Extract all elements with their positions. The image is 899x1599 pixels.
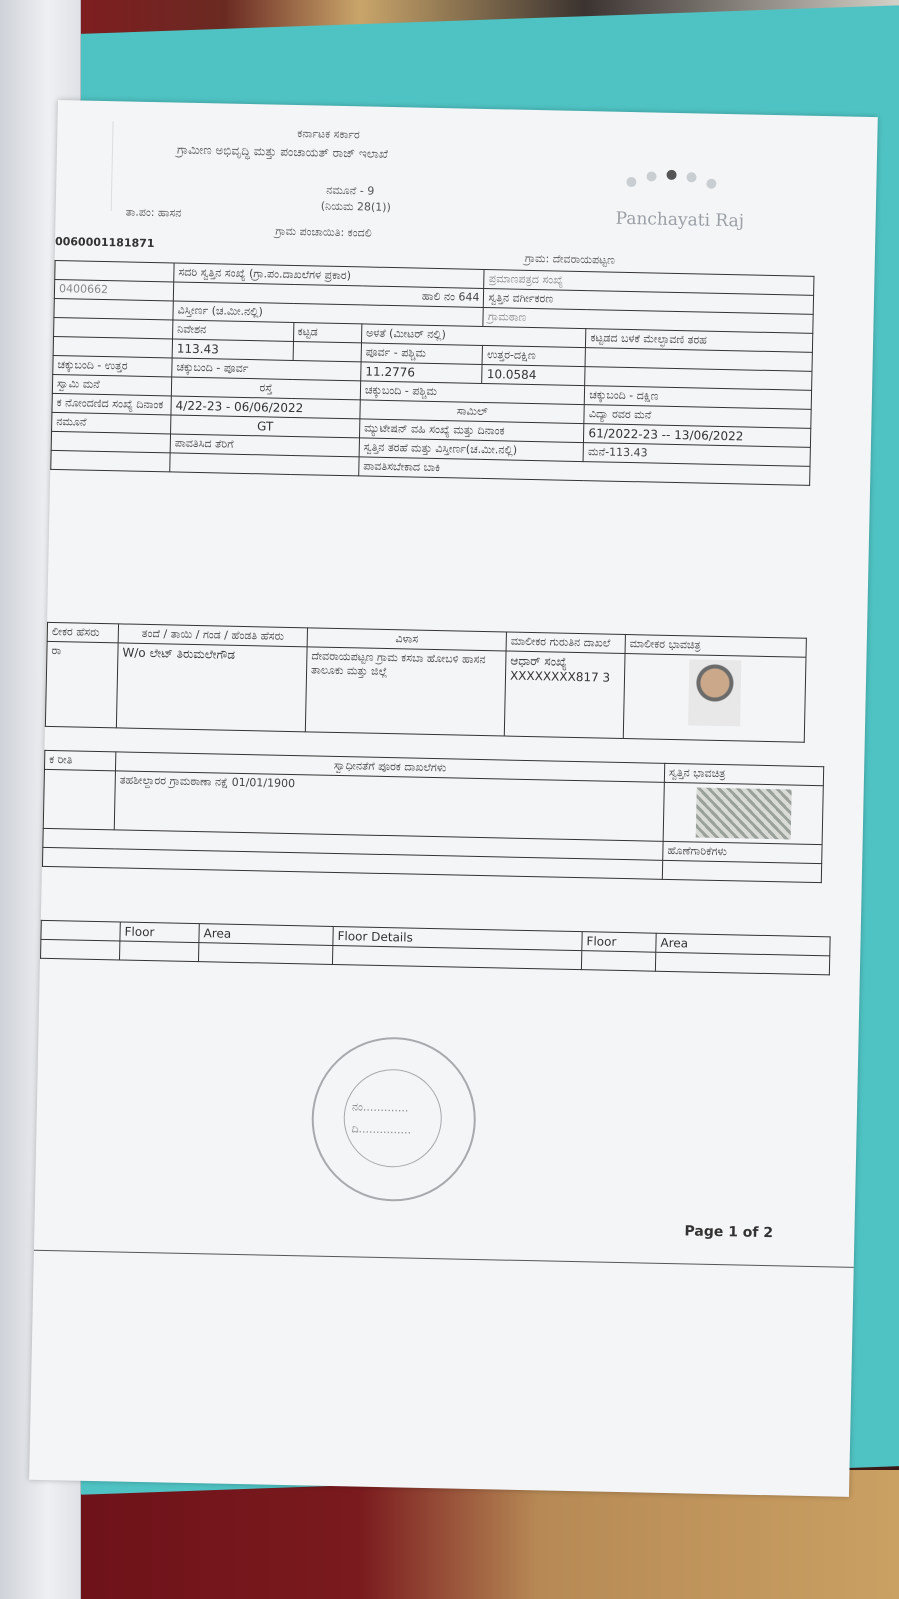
mutation-value: 61/2022-23 -- 13/06/2022 — [584, 424, 811, 448]
cell-blank — [53, 336, 172, 357]
type-label: ನಮೂನೆ — [52, 412, 171, 433]
owner-photo-label: ಮಾಲೀಕರ ಭಾವಚಿತ್ರ — [625, 635, 806, 658]
east-value: ರಸ್ತೆ — [171, 377, 360, 400]
north-value: ಸ್ವಾಮಿ ಮನೆ — [52, 374, 171, 395]
village-right-label: ಪ್ರಮಾಣಪತ್ರದ ಸಂಖ್ಯೆ — [484, 269, 814, 295]
floor-details-header: Floor Details — [333, 926, 582, 950]
owner-name-label: ಲೀಕರ ಹೆಸರು — [47, 622, 118, 642]
area-label: ವಿಸ್ತೀರ್ಣ (ಚ.ಮೀ.ನಲ್ಲಿ) — [173, 301, 484, 326]
cell-blank — [54, 317, 173, 338]
address-label: ವಿಳಾಸ — [307, 628, 506, 651]
village-label: ಗ್ರಾಮ: ದೇವರಾಯಪಟ್ಟಣ — [524, 251, 615, 267]
cell-blank — [120, 941, 199, 962]
cell-blank — [332, 945, 581, 969]
rights-label-mid: ಸ್ವಾಧೀನತೆಗೆ ಪೂರಕ ದಾಖಲೆಗಳು — [115, 752, 664, 782]
seal-number-line: ನಂ............. — [351, 1100, 409, 1115]
building-usage-label: ಕಟ್ಟಡದ ಬಳಕೆ ಮೇಲ್ಛಾವಣಿ ತರಹ — [586, 329, 813, 353]
panchayati-raj-logo — [615, 167, 757, 250]
approval-label: ಕ ನೋಂದಣಿದ ಸಂಖ್ಯೆ ದಿನಾಂಕ — [52, 393, 171, 414]
rights-value: ತಹಶೀಲ್ದಾರರ ಗ್ರಾಮಠಾಣಾ ನಕ್ಷೆ 01/01/1900 — [114, 771, 664, 841]
east-west-label: ಪೂರ್ವ - ಪಶ್ಚಿಮ — [361, 343, 483, 365]
area-type-label: ಸ್ವತ್ತಿನ ತರಹೆ ಮತ್ತು ವಿಸ್ತೀರ್ಣ(ಚ.ಮೀ.ನಲ್ಲಿ) — [359, 438, 584, 462]
cell-blank — [581, 951, 655, 972]
property-no-value: 0400662 — [54, 279, 173, 300]
floor-header-2: Floor — [582, 932, 656, 953]
cell-blank — [41, 920, 120, 941]
north-south-value: 10.0584 — [482, 364, 585, 385]
relation-label: ತಂದೆ / ತಾಯಿ / ಗಂಡ / ಹೆಂಡತಿ ಹೆಸರು — [118, 624, 307, 647]
building-label: ಕಟ್ಟಡ — [293, 322, 362, 342]
cell-blank — [43, 769, 115, 829]
logo-text: Panchayati Raj — [615, 208, 745, 232]
floor-table — [40, 920, 831, 976]
property-photo — [695, 788, 791, 840]
header-line2: ಗ್ರಾಮೀಣ ಅಭಿವೃದ್ಧಿ ಮತ್ತು ಪಂಚಾಯತ್ ರಾಜ್ ಇಲಾಖೆ — [176, 142, 389, 161]
plot-label: ನಿವೇಶನ — [173, 320, 294, 342]
cell-blank — [51, 450, 170, 471]
emblem-icon — [56, 120, 114, 211]
form-number: ನಮೂನೆ - 9 — [326, 183, 375, 198]
classification-value: ಗ್ರಾಮಠಾಣ — [483, 307, 813, 333]
office-seal-stamp — [310, 1036, 477, 1203]
gp-label: ಗ್ರಾಮ ಪಂಚಾಯಿತಿ: ಕಂದಲಿ — [275, 224, 372, 240]
tax-label: ಪಾವತಿಸಿದ ತೆರಿಗೆ — [170, 434, 359, 457]
page-number: Page 1 of 2 — [684, 1223, 774, 1242]
seal-date-line: ದಿ............... — [351, 1122, 412, 1137]
property-no-label: ಸದರಿ ಸ್ವತ್ತಿನ ಸಂಖ್ಯೆ (ಗ್ರಾ.ಪಂ.ದಾಖಲೆಗಳ ಪ್ರಕಾರ) — [174, 263, 485, 288]
document-number: 0060001181871 — [54, 234, 155, 251]
header-line1: ಕರ್ನಾಟಕ ಸರ್ಕಾರ — [297, 127, 360, 142]
cell-blank — [293, 341, 362, 361]
property-details-table — [50, 260, 814, 486]
id-value: ಆಧಾರ್ ಸಂಖ್ಯೆ XXXXXXXX817 3 — [504, 651, 625, 738]
area-header-1: Area — [199, 924, 333, 946]
owner-photo-cell — [623, 653, 806, 742]
cell-blank — [54, 298, 173, 319]
cell-blank — [41, 939, 120, 960]
classification-label: ಸ್ವತ್ತಿನ ವರ್ಗೀಕರಣ — [484, 288, 814, 314]
rights-label-left: ಕ ರೀತಿ — [44, 750, 115, 770]
taluk-label: ತಾ.ಪಂ: ಹಾಸನ — [125, 205, 182, 220]
cell-blank — [655, 952, 829, 975]
west-value: ಸಾಮಿಲ್ — [360, 400, 585, 424]
area-header-2: Area — [656, 933, 830, 956]
document-page — [29, 100, 878, 1497]
plot-area-value: 113.43 — [172, 339, 293, 361]
owner-table — [45, 622, 807, 743]
east-west-value: 11.2776 — [361, 362, 483, 384]
mutation-label: ಮ್ಯುಟೇಷನ್ ವಹಿ ಸಂಖ್ಯೆ ಮತ್ತು ದಿನಾಂಕ — [359, 419, 584, 443]
approval-value: 4/22-23 - 06/06/2022 — [171, 396, 360, 419]
id-label: ಮಾಲೀಕರ ಗುರುತಿನ ದಾಖಲೆ — [506, 632, 625, 653]
cell-blank — [55, 260, 174, 281]
west-label: ಚಕ್ಕುಬಂದಿ - ಪಶ್ಚಿಮ — [360, 381, 585, 405]
south-label: ಚಕ್ಕುಬಂದಿ - ದಕ್ಷಿಣ — [585, 386, 812, 410]
relation-value: W/o ಲೇಟ್ ತಿರುಮಲೇಗೌಡ — [116, 643, 307, 732]
remarks-label: ಹೊಣೆಗಾರಿಕೆಗಳು — [663, 841, 822, 863]
logo-dots-icon — [617, 167, 757, 170]
floor-header-1: Floor — [120, 922, 199, 943]
type-value: GT — [171, 415, 360, 438]
old-number: ಹಾಲಿ ನಂ 644 — [173, 282, 484, 307]
north-south-label: ಉತ್ತರ-ದಕ್ಷಿಣ — [482, 345, 585, 366]
address-value: ದೇವರಾಯಪಟ್ಟಣ ಗ್ರಾಮ ಕಸಬಾ ಹೋಬಳಿ ಹಾಸನ ತಾಲೂಕು ಮತ್ತು ಜಿಲ್ಲೆ — [305, 647, 506, 736]
owner-photo — [688, 659, 741, 726]
rights-label-right: ಸ್ವತ್ತಿನ ಭಾವಚಿತ್ರ — [664, 763, 823, 785]
cell-blank — [51, 431, 170, 452]
cell-blank — [198, 943, 332, 965]
cell-blank — [662, 860, 821, 882]
south-value: ವಿದ್ಯಾ ರವರ ಮನೆ — [584, 405, 811, 429]
north-label: ಚಕ್ಕುಬಂದಿ - ಉತ್ತರ — [53, 355, 172, 376]
property-photo-cell — [663, 782, 823, 844]
cell-blank — [170, 453, 359, 476]
seal-inner-ring — [343, 1068, 443, 1168]
east-label: ಚಕ್ಕುಬಂದಿ - ಪೂರ್ವ — [172, 358, 361, 381]
footer-rule — [34, 1250, 854, 1268]
measure-label: ಅಳತೆ (ಮೀಟರ್ ನಲ್ಲಿ) — [361, 324, 586, 348]
tax-due-label: ಪಾವತಿಸಬೇಕಾದ ಬಾಕಿ — [359, 457, 810, 485]
rights-table — [42, 750, 824, 883]
owner-name-value: ರಾ — [45, 641, 118, 727]
area-type-value: ಮನೆ-113.43 — [583, 443, 810, 467]
rule-reference: (ನಿಯಮ 28(1)) — [320, 199, 391, 214]
